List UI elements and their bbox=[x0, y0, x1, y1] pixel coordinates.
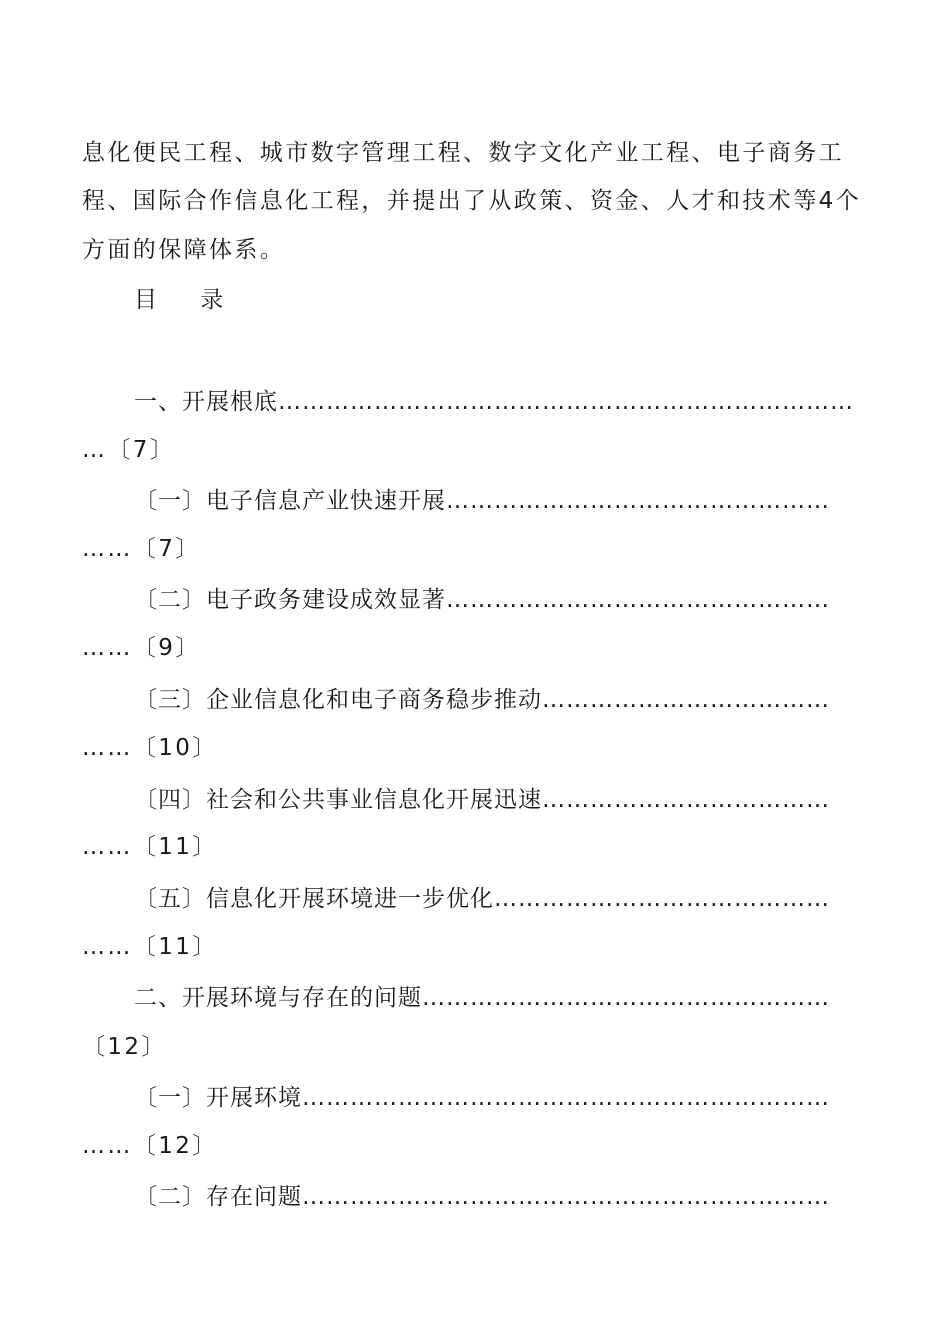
toc-entry-1-1[interactable]: 〔一〕电子信息产业快速开展………………………………………… bbox=[134, 488, 830, 514]
toc-entry-2[interactable]: 二、开展环境与存在的问题…………………………………………… bbox=[134, 985, 830, 1011]
toc-entry-1-2[interactable]: 〔二〕电子政务建设成效显著………………………………………… bbox=[134, 587, 830, 613]
toc-entry-1-4-page: ……〔11〕 bbox=[82, 834, 218, 860]
intro-line-3: 方面的保障体系。 bbox=[82, 237, 286, 263]
toc-entry-1-3-page: ……〔10〕 bbox=[82, 735, 218, 761]
toc-entry-1-3[interactable]: 〔三〕企业信息化和电子商务稳步推动……………………………… bbox=[134, 687, 830, 713]
toc-entry-1-page: …〔7〕 bbox=[82, 437, 176, 463]
toc-entry-1-5-page: ……〔11〕 bbox=[82, 934, 218, 960]
toc-entry-1-4[interactable]: 〔四〕社会和公共事业信息化开展迅速……………………………… bbox=[134, 787, 830, 813]
toc-entry-1-1-page: ……〔7〕 bbox=[82, 536, 201, 562]
intro-line-1: 息化便民工程、城市数字管理工程、数字文化产业工程、电子商务工 bbox=[82, 140, 844, 166]
toc-entry-2-1[interactable]: 〔一〕开展环境………………………………………………………… bbox=[134, 1085, 830, 1111]
toc-entry-1[interactable]: 一、开展根底……………………………………………………………… bbox=[134, 389, 854, 415]
toc-entry-2-2[interactable]: 〔二〕存在问题………………………………………………………… bbox=[134, 1184, 830, 1210]
toc-entry-2-page: 〔12〕 bbox=[82, 1034, 167, 1060]
toc-entry-1-2-page: ……〔9〕 bbox=[82, 635, 201, 661]
toc-title: 目 录 bbox=[134, 287, 242, 313]
intro-line-2: 程、国际合作信息化工程，并提出了从政策、资金、人才和技术等4个 bbox=[82, 188, 862, 214]
toc-entry-1-5[interactable]: 〔五〕信息化开展环境进一步优化…………………………………… bbox=[134, 886, 830, 912]
toc-entry-2-1-page: ……〔12〕 bbox=[82, 1133, 218, 1159]
